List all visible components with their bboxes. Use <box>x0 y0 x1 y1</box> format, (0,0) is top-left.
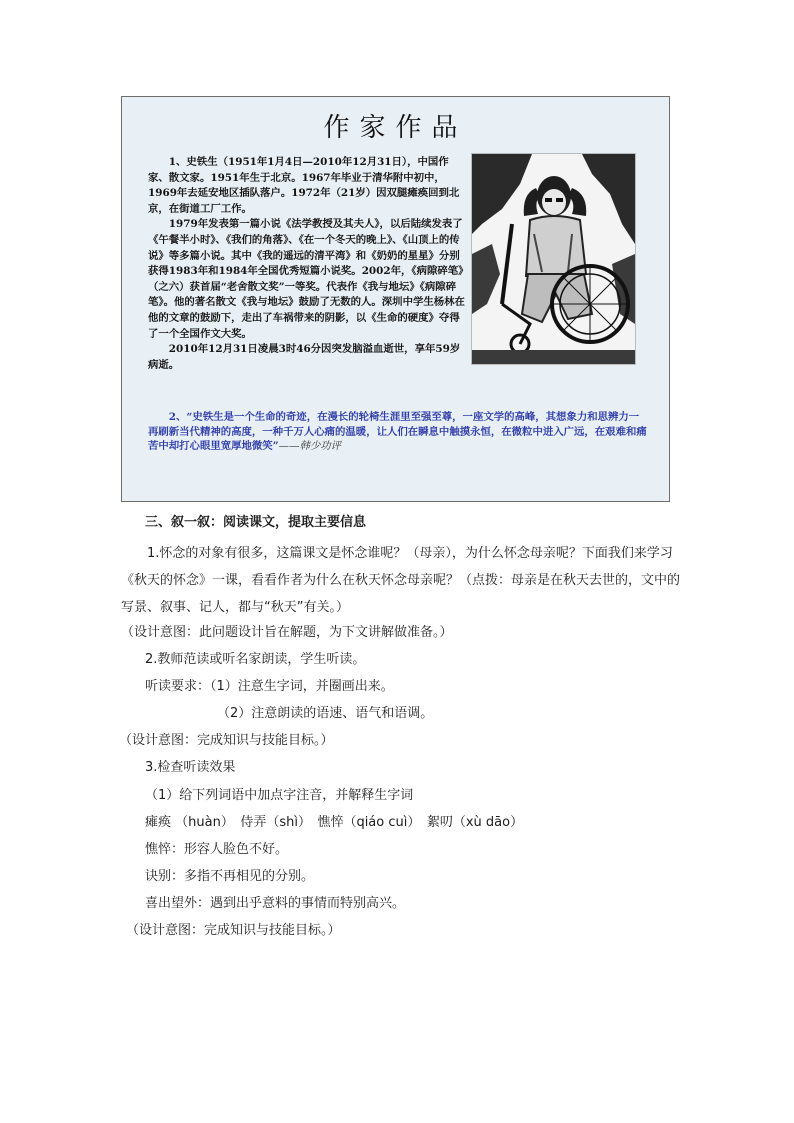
author-biography <box>148 155 468 373</box>
pinyin-line: 瘫痪 （huàn） 侍弄（shì） 憔悴（qiáo cuì） 絮叨（xù dāo） <box>145 815 524 830</box>
quote-block <box>148 410 648 454</box>
author-photo <box>471 153 636 365</box>
bio-paragraph: 1、史铁生（1951年1月4日—2010年12月31日），中国作家、散文家。1951年生于北京。1967年毕业于清华附中初中，1969年去延安地区插队落户。1972年（21岁）因双腿瘫痪回到北京，在街道工厂工作。 <box>148 156 460 215</box>
design-intent-3: （设计意图：完成知识与技能目标。） <box>126 923 341 938</box>
question-3-sub-1: （1）给下列词语中加点字注音，并解释生字词 <box>145 788 414 803</box>
quote-author: ——韩少功评 <box>278 440 342 453</box>
section-heading: 三、叙一叙：阅读课文，提取主要信息 <box>145 515 367 530</box>
definition-xichuwangwai: 喜出望外：遇到出乎意料的事情而特别高兴。 <box>145 896 406 911</box>
bio-paragraph: 1979年发表第一篇小说《法学教授及其夫人》，以后陆续发表了《午餐半小时》、《我们的角落》、《在一个冬天的晚上》、《山顶上的传说》等多篇小说。其中《我的遥远的清平湾》和《奶奶的星星》分别获得1983年和1984年全国优秀短篇小说奖。2002年，《病隙碎笔》（之六）获首届“老舍散文奖”一等奖。代表作《我与地坛》《病隙碎笔》。他的著名散文《我与地坛》鼓励了无数的人。深圳中学生杨林在他的文章的鼓励下，走出了车祸带来的阴影，以《生命的硬度》夺得了一个全国作文大奖。 <box>148 218 465 340</box>
design-intent-1: （设计意图：此问题设计旨在解题，为下文讲解做准备。） <box>121 625 453 640</box>
definition-juebie: 诀别：多指不再相见的分别。 <box>145 869 315 884</box>
author-in-wheelchair-image <box>472 154 635 364</box>
author-works-slide <box>121 96 670 502</box>
definition-qiaocui: 憔悴：形容人脸色不好。 <box>145 842 289 857</box>
quote-text: 2、“史铁生是一个生命的奇迹，在漫长的轮椅生涯里至强至尊，一座文学的高峰，其想象力和思辨力一再刷新当代精神的高度，一种千万人心痛的温暖，让人们在瞬息中触摸永恒，在微粒中进入广远，在艰难和痛苦中却打心眼里宽厚地微笑” <box>148 411 647 453</box>
slide-title: 作家作品 <box>323 113 468 143</box>
listening-requirement-2: （2）注意朗读的语速、语气和语调。 <box>217 706 434 721</box>
question-2: 2.教师范读或听名家朗读，学生听读。 <box>145 652 366 667</box>
listening-requirement-1: 听读要求：（1）注意生字词，并圈画出来。 <box>145 679 394 694</box>
bio-paragraph: 2010年12月31日凌晨3时46分因突发脑溢血逝世，享年59岁病逝。 <box>148 343 461 371</box>
design-intent-2: （设计意图：完成知识与技能目标。） <box>119 733 334 748</box>
question-3: 3.检查听读效果 <box>145 760 236 775</box>
question-1: 1.怀念的对象有很多，这篇课文是怀念谁呢？（母亲），为什么怀念母亲呢？下面我们来学习《秋天的怀念》一课，看看作者为什么在秋天怀念母亲呢？（点拨：母亲是在秋天去世的，文中的写景、叙事、记人，都与“秋天”有关。） <box>121 546 681 615</box>
